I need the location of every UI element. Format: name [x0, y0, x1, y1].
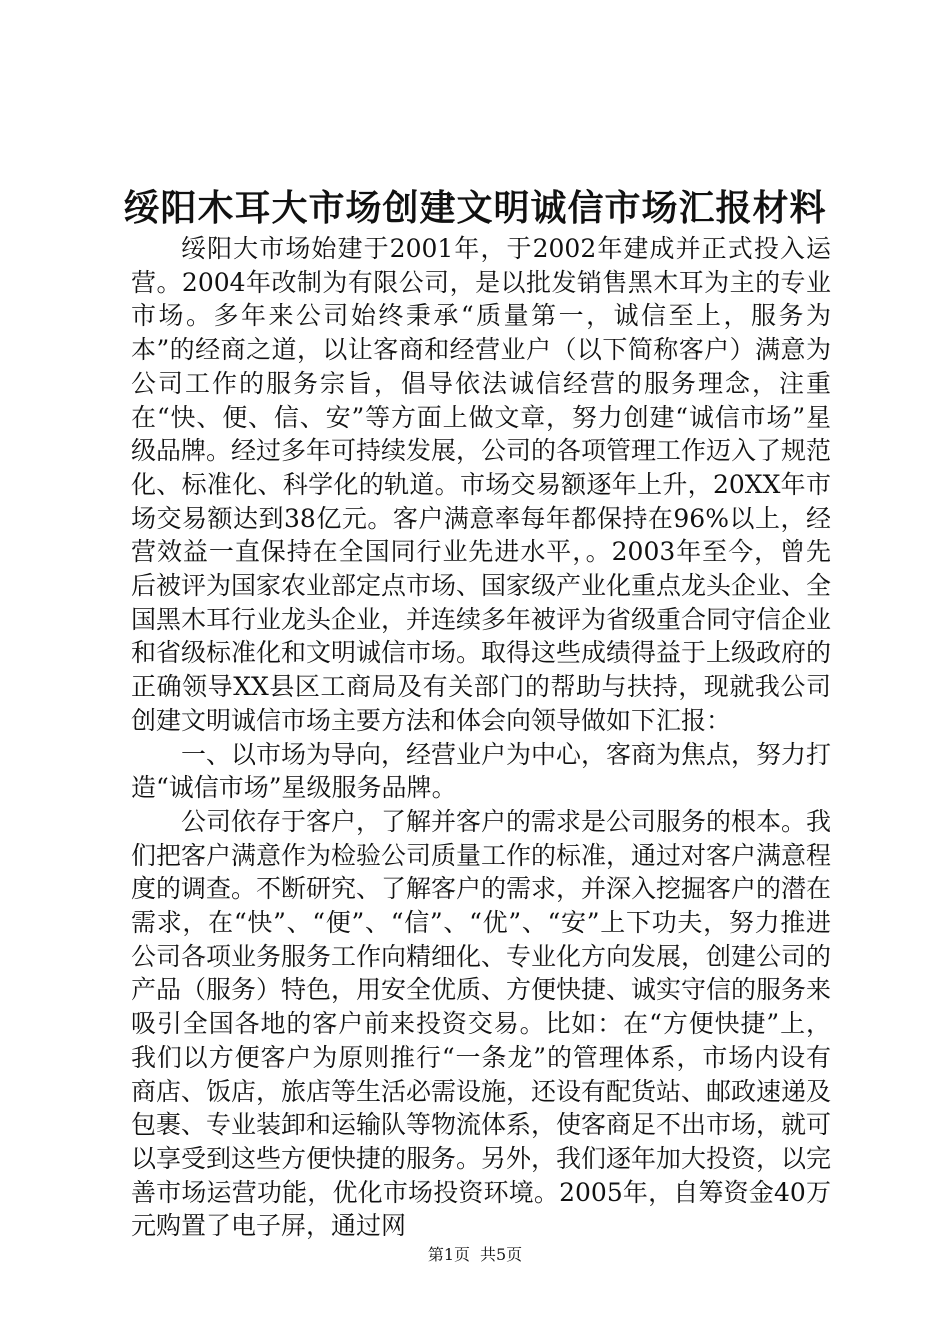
page-number-current: 第1页	[427, 1245, 470, 1264]
page-footer	[0, 1244, 950, 1266]
paragraph-intro: 绥阳大市场始建于2001年，于2002年建成并正式投入运营。2004年改制为有限公司，是以批发销售黑木耳为主的专业市场。多年来公司始终秉承“质量第一，诚信至上，服务为本”的经商之道，以让客商和经营业户（以下简称客户）满意为公司工作的服务宗旨，倡导依法诚信经营的服务理念，注重在“快、便、信、安”等方面上做文章，努力创建“诚信市场”星级品牌。经过多年可持续发展，公司的各项管理工作迈入了规范化、标准化、科学化的轨道。市场交易额逐年上升，20XX年市场交易额达到38亿元。客户满意率每年都保持在96%以上，经营效益一直保持在全国同行业先进水平，。2003年至今，曾先后被评为国家农业部定点市场、国家级产业化重点龙头企业、全国黑木耳行业龙头企业，并连续多年被评为省级重合同守信企业和省级标准化和文明诚信市场。取得这些成绩得益于上级政府的正确领导XX县区工商局及有关部门的帮助与扶持，现就我公司创建文明诚信市场主要方法和体会向领导做如下汇报：	[131, 234, 832, 735]
document-title: 绥阳木耳大市场创建文明诚信市场汇报材料	[123, 187, 827, 229]
document-body	[131, 232, 831, 1243]
page-number-total: 共5页	[480, 1245, 523, 1264]
paragraph-customer-service: 公司依存于客户，了解并客户的需求是公司服务的根本。我们把客户满意作为检验公司质量工作的标准，通过对客户满意程度的调查。不断研究、了解客户的需求，并深入挖掘客户的潜在需求，在“快”、“便”、“信”、“优”、“安”上下功夫，努力推进公司各项业务服务工作向精细化、专业化方向发展，创建公司的产品（服务）特色，用安全优质、方便快捷、诚实守信的服务来吸引全国各地的客户前来投资交易。比如：在“方便快捷”上，我们以方便客户为原则推行“一条龙”的管理体系，市场内设有商店、饭店，旅店等生活必需设施，还设有配货站、邮政速递及包裹、专业装卸和运输队等物流体系，使客商足不出市场，就可以享受到这些方便快捷的服务。另外，我们逐年加大投资，以完善市场运营功能，优化市场投资环境。2005年，自筹资金40万元购置了电子屏，通过网	[131, 806, 832, 1241]
paragraph-section-heading: 一、以市场为导向，经营业户为中心，客商为焦点，努力打造“诚信市场”星级服务品牌。	[131, 739, 832, 803]
